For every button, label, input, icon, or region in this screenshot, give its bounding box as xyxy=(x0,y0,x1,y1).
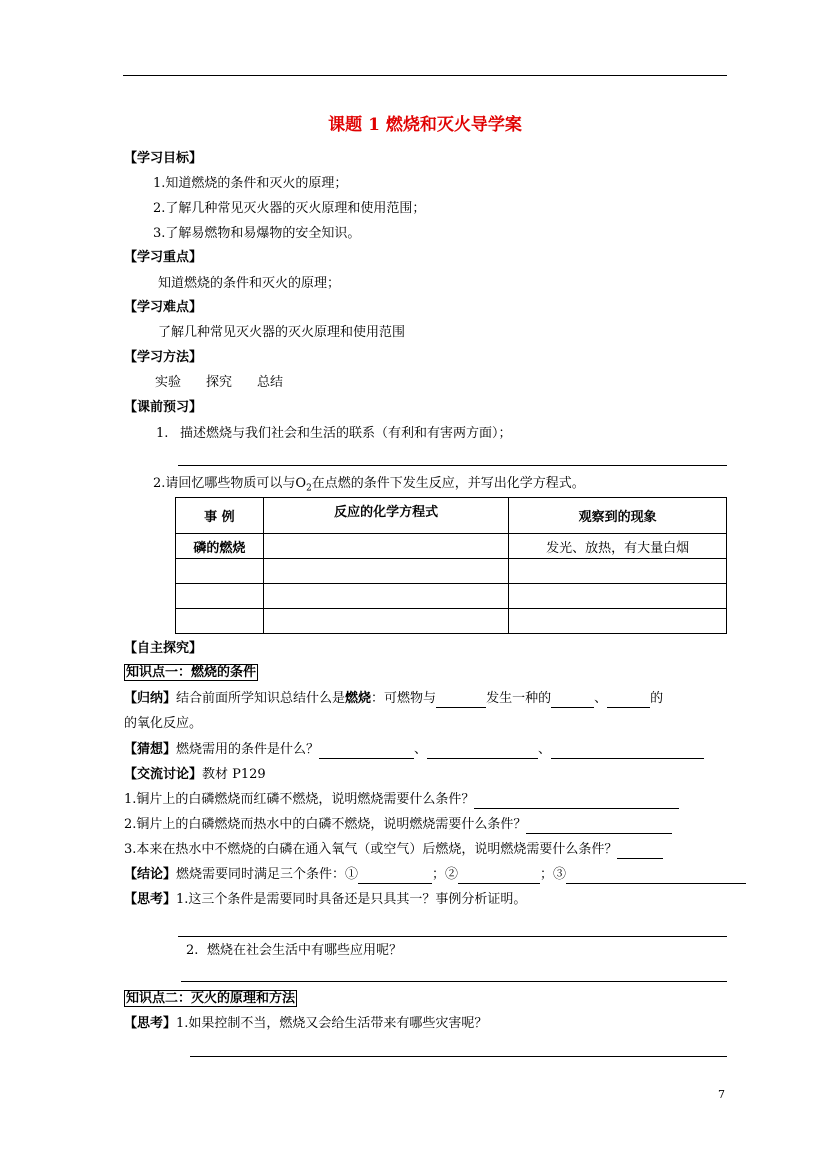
think-1-text: 1.这三个条件是需要同时具备还是只具其一？事例分析证明。 xyxy=(176,892,527,907)
preview-q2-post: 在点燃的条件下发生反应，并写出化学方程式。 xyxy=(311,476,585,491)
blank[interactable] xyxy=(551,744,704,759)
answer-line[interactable] xyxy=(178,936,727,937)
summary-text-d: 、 xyxy=(594,691,608,706)
page-title: 课题 1 燃烧和灭火导学案 xyxy=(328,115,522,135)
summary-line-2: 的氧化反应。 xyxy=(124,716,203,731)
preview-q1: 描述燃烧与我们社会和生活的联系（有利和有害两方面）； xyxy=(180,426,512,441)
table-cell[interactable] xyxy=(263,534,509,559)
goals-heading: 【学习目标】 xyxy=(124,151,203,166)
answer-line[interactable] xyxy=(190,1056,727,1057)
reaction-table xyxy=(175,497,727,634)
table-cell[interactable] xyxy=(509,609,727,634)
discuss-q2-text: 2.铜片上的白磷燃烧而热水中的白磷不燃烧，说明燃烧需要什么条件？ xyxy=(124,817,527,832)
blank[interactable] xyxy=(358,869,432,884)
think-3-tag: 【思考】 xyxy=(124,1016,177,1031)
knowledge-point-1-label: 知识点一：燃烧的条件 xyxy=(126,665,257,680)
conclusion-text: 燃烧需要同时满足三个条件：① xyxy=(176,867,359,882)
table-row xyxy=(176,534,727,559)
table-cell[interactable] xyxy=(509,559,727,584)
conclusion-c2: ；② xyxy=(432,867,459,882)
guess-sep: 、 xyxy=(414,742,428,757)
table-header-cell: 观察到的现象 xyxy=(509,498,727,534)
table-cell[interactable] xyxy=(176,609,264,634)
goal-item-3: 3.了解易燃物和易爆物的安全知识。 xyxy=(153,226,361,241)
knowledge-point-2 xyxy=(124,990,297,1008)
knowledge-point-1 xyxy=(124,664,258,682)
blank[interactable] xyxy=(566,869,746,884)
think-line-3 xyxy=(124,1015,487,1033)
blank[interactable] xyxy=(607,693,650,708)
table-row xyxy=(176,584,727,609)
table-cell[interactable] xyxy=(176,584,264,609)
preview-q2-pre: 2.请回忆哪些物质可以与O xyxy=(153,476,307,491)
blank[interactable] xyxy=(436,693,486,708)
discuss-q1 xyxy=(124,791,679,809)
difficulty-heading: 【学习难点】 xyxy=(124,300,203,315)
blank[interactable] xyxy=(474,794,679,809)
table-cell[interactable] xyxy=(176,559,264,584)
table-header-row xyxy=(176,498,727,534)
think-2-text: 燃烧在社会生活中有哪些应用呢？ xyxy=(207,943,403,958)
summary-text-a: 结合前面所学知识总结什么是 xyxy=(176,691,346,706)
blank[interactable] xyxy=(526,819,672,834)
summary-text-b: ：可燃物与 xyxy=(371,691,437,706)
goal-item-2: 2.了解几种常见灭火器的灭火原理和使用范围； xyxy=(153,201,426,216)
table-header-cell: 反应的化学方程式 xyxy=(263,498,509,534)
blank[interactable] xyxy=(319,744,414,759)
preview-heading: 【课前预习】 xyxy=(124,400,203,415)
think-2-number: 2. xyxy=(186,943,199,958)
key-heading: 【学习重点】 xyxy=(124,250,203,265)
table-row xyxy=(176,609,727,634)
summary-text-c: 发生一种的 xyxy=(486,691,552,706)
difficulty-text: 了解几种常见灭火器的灭火原理和使用范围 xyxy=(158,325,406,340)
answer-line[interactable] xyxy=(178,465,727,466)
think-3-text: 1.如果控制不当，燃烧又会给生活带来有哪些灾害呢？ xyxy=(176,1016,488,1031)
preview-q1-number: 1. xyxy=(156,426,169,441)
discuss-q1-text: 1.铜片上的白磷燃烧而红磷不燃烧，说明燃烧需要什么条件？ xyxy=(124,792,475,807)
table-cell[interactable] xyxy=(263,609,509,634)
preview-q2 xyxy=(153,475,585,498)
discuss-q3 xyxy=(124,841,663,859)
blank[interactable] xyxy=(617,844,663,859)
table-cell[interactable] xyxy=(263,559,509,584)
summary-line xyxy=(124,690,663,708)
table-header-cell: 事 例 xyxy=(176,498,264,534)
table-row xyxy=(176,559,727,584)
method-item-2: 探究 xyxy=(206,375,233,390)
table-cell: 发光、放热，有大量白烟 xyxy=(509,534,727,559)
conclusion-line xyxy=(124,866,746,884)
self-study-heading: 【自主探究】 xyxy=(124,641,203,656)
blank[interactable] xyxy=(458,869,540,884)
header-rule xyxy=(123,75,727,76)
method-item-3: 总结 xyxy=(257,375,284,390)
blank[interactable] xyxy=(427,744,538,759)
table-cell: 磷的燃烧 xyxy=(176,534,264,559)
discuss-tag: 【交流讨论】 xyxy=(124,767,203,782)
guess-sep: 、 xyxy=(538,742,552,757)
preview-q2-subscript: 2 xyxy=(306,483,312,494)
guess-tag: 【猜想】 xyxy=(124,742,177,757)
summary-tag: 【归纳】 xyxy=(124,691,177,706)
summary-bold: 燃烧 xyxy=(345,691,372,706)
guess-text: 燃烧需用的条件是什么？ xyxy=(176,742,320,757)
summary-text-e: 的 xyxy=(650,691,664,706)
method-heading: 【学习方法】 xyxy=(124,350,203,365)
conclusion-c3: ；③ xyxy=(540,867,567,882)
think-tag: 【思考】 xyxy=(124,892,177,907)
discuss-text: 教材 P129 xyxy=(202,767,266,782)
guess-line xyxy=(124,741,704,759)
answer-line[interactable] xyxy=(181,981,727,982)
knowledge-point-2-label: 知识点二：灭火的原理和方法 xyxy=(126,991,296,1006)
think-line-1 xyxy=(124,891,526,909)
discuss-q2 xyxy=(124,816,672,834)
key-text: 知道燃烧的条件和灭火的原理； xyxy=(158,276,341,291)
table-cell[interactable] xyxy=(263,584,509,609)
table-cell[interactable] xyxy=(509,584,727,609)
conclusion-tag: 【结论】 xyxy=(124,867,177,882)
discuss-q3-text: 3.本来在热水中不燃烧的白磷在通入氧气（或空气）后燃烧，说明燃烧需要什么条件？ xyxy=(124,842,618,857)
method-item-1: 实验 xyxy=(155,375,182,390)
page-number: 7 xyxy=(718,1088,725,1101)
goal-item-1: 1.知道燃烧的条件和灭火的原理； xyxy=(153,176,348,191)
blank[interactable] xyxy=(551,693,594,708)
discuss-line xyxy=(124,766,266,784)
